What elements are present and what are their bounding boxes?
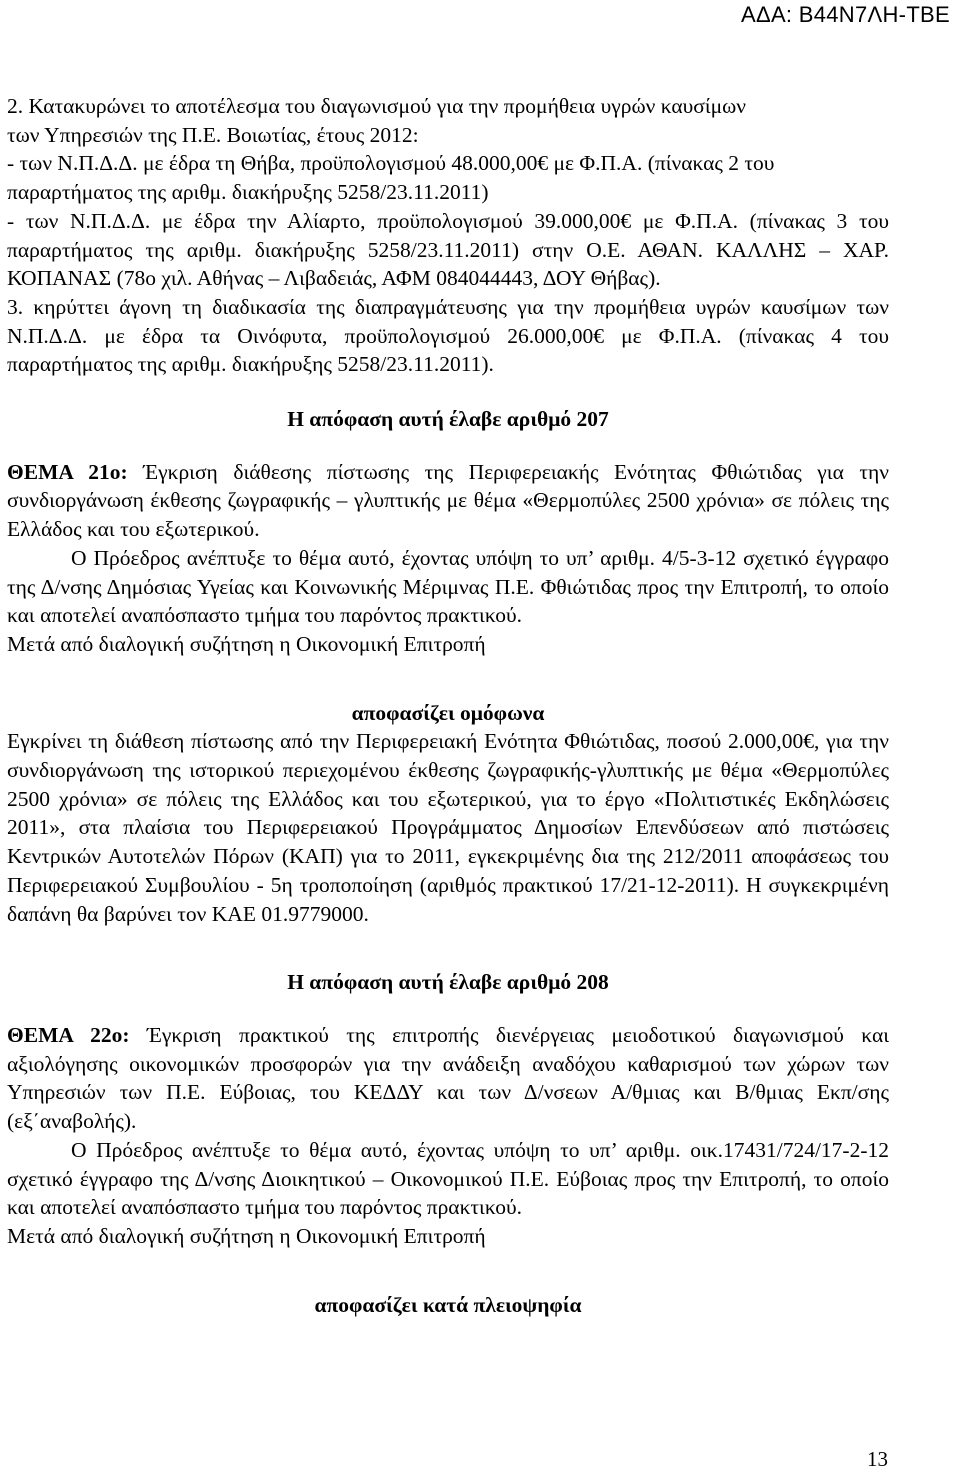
decision-207-decides: αποφασίζει ομόφωνα — [351, 700, 545, 725]
document-body — [7, 92, 889, 1319]
decision-207-presentation: Ο Πρόεδρος ανέπτυξε το θέμα αυτό, έχοντας υπόψη το υπ’ αριθμ. 4/5-3-12 σχετικό έγγραφο της Δ/νσης Δημόσιας Υγείας και Κοινωνικής Μέριμνας Π.Ε. Φθιώτιδας προς την Επιτροπή, το οποίο και αποτελεί αναπόσπαστο τμήμα του παρόντος πρακτικού. — [7, 545, 889, 628]
theme-21-paragraph — [7, 458, 889, 544]
decision-207-discussion: Μετά από διαλογική συζήτηση η Οικονομική Επιτροπή — [7, 631, 486, 656]
item2-line4: παραρτήματος της αριθμ. διακήρυξης 5258/23.11.2011) — [7, 180, 489, 205]
decision-208-discussion: Μετά από διαλογική συζήτηση η Οικονομική Επιτροπή — [7, 1223, 486, 1248]
theme-22-text: Έγκριση πρακτικού της επιτροπής διενέργειας μειοδοτικού διαγωνισμού και αξιολόγησης οικονομικών προσφορών για την ανάδειξη αναδόχου καθαρισμού των χώρων των Υπηρεσιών των Π.Ε. Εύβοιας, του ΚΕΔΔΥ και των Δ/νσεων Α/θμιας και Β/θμιας Εκπ/σης (εξ΄αναβολής). — [7, 1022, 889, 1134]
theme-22-paragraph — [7, 1021, 889, 1136]
decision-208-heading: Η απόφαση αυτή έλαβε αριθμό 208 — [287, 970, 609, 995]
theme-21-label: ΘΕΜΑ 21ο: — [7, 459, 128, 484]
decision-207-text: Εγκρίνει τη διάθεση πίστωσης από την Περιφερειακή Ενότητα Φθιώτιδας, ποσού 2.000,00€, για την συνδιοργάνωση της ιστορικού περιεχομένου έκθεσης ζωγραφικής-γλυπτικής με θέμα «Θερμοπύλες 2500 χρόνια» σε πόλεις της Ελλάδος και του εξωτερικού, για το έργο «Πολιτιστικές Εκδηλώσεις 2011», στα πλαίσια του Περιφερειακού Προγράμματος Δημοσίων Επενδύσεων από πιστώσεις Κεντρικών Αυτοτελών Πόρων (ΚΑΠ) για το 2011, εγκεκριμένης δια της 212/2011 αποφάσεως του Περιφερειακού Συμβουλίου - 5η τροποποίηση (αριθμός πρακτικού 17/21-12-2011). Η συγκεκριμένη δαπάνη θα βαρύνει τον ΚΑΕ 01.9779000. — [7, 729, 889, 926]
decision-207-heading: Η απόφαση αυτή έλαβε αριθμό 207 — [287, 407, 609, 432]
theme-21-text: Έγκριση διάθεσης πίστωσης της Περιφερειακής Ενότητας Φθιώτιδας για την συνδιοργάνωση έκθεσης ζωγραφικής – γλυπτικής με θέμα «Θερμοπύλες 2500 χρόνια» σε πόλεις της Ελλάδος και του εξωτερικού. — [7, 459, 890, 542]
item3-paragraph: 3. κηρύττει άγονη τη διαδικασία της διαπραγμάτευσης για την προμήθεια υγρών καυσίμων των Ν.Π.Δ.Δ. με έδρα τα Οινόφυτα, προϋπολογισμού 26.000,00€ με Φ.Π.Α. (πίνακας 4 του παραρτήματος της αριθμ. διακήρυξης 5258/23.11.2011). — [7, 294, 889, 377]
item2-aliartos: - των Ν.Π.Δ.Δ. με έδρα την Αλίαρτο, προϋπολογισμού 39.000,00€ με Φ.Π.Α. (πίνακας 3 του παραρτήματος της αριθμ. διακήρυξης 5258/23.11.2011) στην Ο.Ε. ΑΘΑΝ. ΚΑΛΛΗΣ – ΧΑΡ. ΚΟΠΑΝΑΣ (78ο χιλ. Αθήνας – Λιβαδειάς, ΑΦΜ 084044443, ΔΟΥ Θήβας). — [7, 208, 889, 291]
page-number: 13 — [867, 1447, 888, 1471]
theme-22-label: ΘΕΜΑ 22ο: — [7, 1022, 130, 1047]
document-code: ΑΔΑ: Β44Ν7ΛΗ-ΤΒΕ — [740, 2, 950, 27]
decision-208-presentation: Ο Πρόεδρος ανέπτυξε το θέμα αυτό, έχοντας υπόψη το υπ’ αριθμ. οικ.17431/724/17-2-12 σχετικό έγγραφο της Δ/νσης Διοικητικού – Οικονομικού Π.Ε. Εύβοιας προς την Επιτροπή, το οποίο και αποτελεί αναπόσπαστο τμήμα του παρόντος πρακτικού. — [7, 1137, 889, 1220]
decision-208-decides: αποφασίζει κατά πλειοψηφία — [314, 1292, 582, 1317]
item2-line2: των Υπηρεσιών της Π.Ε. Βοιωτίας, έτους 2012: — [7, 122, 419, 147]
item2-line1: 2. Κατακυρώνει το αποτέλεσμα του διαγωνισμού για την προμήθεια υγρών καυσίμων — [7, 94, 747, 118]
item2-line3: - των Ν.Π.Δ.Δ. με έδρα τη Θήβα, προϋπολογισμού 48.000,00€ με Φ.Π.Α. (πίνακας 2 του — [7, 151, 775, 176]
